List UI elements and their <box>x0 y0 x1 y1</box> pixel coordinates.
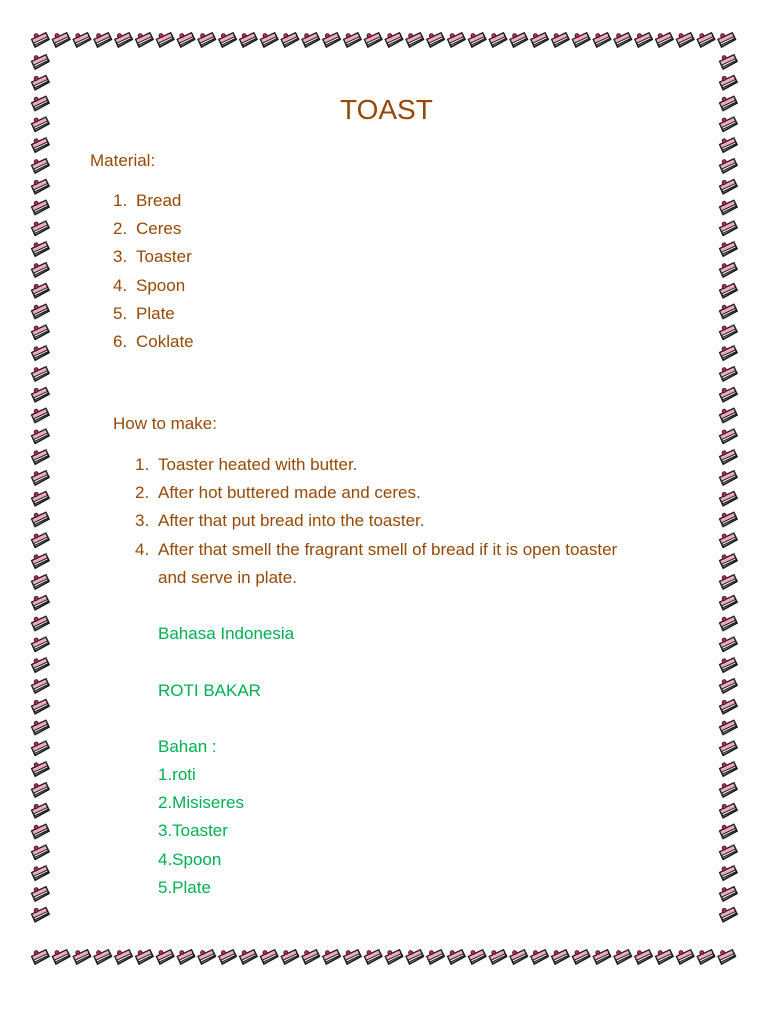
list-item <box>135 540 617 560</box>
border-left <box>31 54 50 923</box>
cake-slice-icon <box>31 199 50 215</box>
list-text: Ceres <box>136 219 182 238</box>
cake-slice-icon <box>719 262 738 278</box>
cake-slice-icon <box>719 906 738 922</box>
list-number: 4. <box>113 276 128 295</box>
list-item: 1.roti <box>158 765 196 784</box>
page-title: TOAST <box>340 94 433 125</box>
cake-slice-icon <box>717 949 736 965</box>
cake-slice-icon <box>260 32 279 48</box>
cake-slice-icon <box>719 74 738 90</box>
cake-slice-icon <box>426 949 445 965</box>
cake-slice-icon <box>31 657 50 673</box>
list-text: Toaster heated with butter. <box>158 455 358 474</box>
list-number: 4. <box>135 540 150 559</box>
cake-slice-icon <box>719 615 738 631</box>
cake-slice-icon <box>31 719 50 735</box>
cake-slice-icon <box>31 761 50 777</box>
cake-slice-icon <box>31 844 50 860</box>
cake-slice-icon <box>218 32 237 48</box>
list-text: Spoon <box>136 276 186 295</box>
list-number: 6. <box>113 332 128 351</box>
cake-slice-icon <box>530 32 549 48</box>
cake-slice-icon <box>31 886 50 902</box>
cake-slice-icon <box>719 116 738 132</box>
list-item <box>113 191 181 211</box>
cake-slice-icon <box>719 594 738 610</box>
cake-slice-icon <box>719 678 738 694</box>
cake-slice-icon <box>719 698 738 714</box>
cake-slice-icon <box>719 303 738 319</box>
list-number: 3. <box>135 511 150 530</box>
cake-slice-icon <box>177 32 196 48</box>
cake-slice-icon <box>260 949 279 965</box>
cake-slice-icon <box>719 199 738 215</box>
cake-slice-icon <box>509 949 528 965</box>
cake-slice-icon <box>697 32 716 48</box>
cake-slice-icon <box>31 95 50 111</box>
cake-slice-icon <box>405 949 424 965</box>
cake-slice-icon <box>719 241 738 257</box>
cake-slice-icon <box>343 949 362 965</box>
cake-slice-icon <box>31 802 50 818</box>
cake-slice-icon <box>197 32 216 48</box>
cake-slice-icon <box>719 220 738 236</box>
list-item: 3.Toaster <box>158 821 228 840</box>
cake-slice-icon <box>719 366 738 382</box>
cake-slice-icon <box>52 32 71 48</box>
cake-slice-icon <box>385 949 404 965</box>
border-bottom <box>31 949 736 965</box>
cake-slice-icon <box>719 282 738 298</box>
cake-slice-icon <box>73 32 92 48</box>
cake-slice-icon <box>343 32 362 48</box>
cake-slice-icon <box>31 32 50 48</box>
list-number: 1. <box>113 191 128 210</box>
cake-slice-icon <box>31 428 50 444</box>
list-number: 2. <box>135 483 150 502</box>
cake-slice-icon <box>31 553 50 569</box>
cake-slice-icon <box>31 407 50 423</box>
cake-slice-icon <box>719 511 738 527</box>
cake-slice-icon <box>218 949 237 965</box>
list-text: Bread <box>136 191 182 210</box>
cake-slice-icon <box>135 32 154 48</box>
material-heading: Material: <box>90 151 156 170</box>
cake-slice-icon <box>31 137 50 153</box>
cake-slice-icon <box>31 178 50 194</box>
border-right <box>719 54 738 923</box>
cake-slice-icon <box>719 178 738 194</box>
cake-slice-icon <box>31 574 50 590</box>
border-top <box>31 32 736 48</box>
list-item: 2.Misiseres <box>158 793 244 812</box>
cake-slice-icon <box>239 949 258 965</box>
indonesian-title: ROTI BAKAR <box>158 681 261 700</box>
cake-slice-icon <box>613 949 632 965</box>
list-text: Toaster <box>136 247 192 266</box>
cake-slice-icon <box>719 95 738 111</box>
cake-slice-icon <box>31 386 50 402</box>
cake-slice-icon <box>31 116 50 132</box>
cake-slice-icon <box>719 886 738 902</box>
cake-slice-icon <box>719 490 738 506</box>
list-item <box>135 483 421 503</box>
cake-slice-icon <box>551 32 570 48</box>
language-label: Bahasa Indonesia <box>158 624 295 643</box>
cake-slice-icon <box>719 54 738 70</box>
cake-slice-icon <box>719 386 738 402</box>
cake-slice-icon <box>719 782 738 798</box>
cake-slice-icon <box>31 906 50 922</box>
cake-slice-icon <box>530 949 549 965</box>
cake-slice-icon <box>468 949 487 965</box>
cake-slice-icon <box>717 32 736 48</box>
cake-slice-icon <box>31 303 50 319</box>
cake-slice-icon <box>572 949 591 965</box>
cake-slice-icon <box>468 32 487 48</box>
list-number: 1. <box>135 455 150 474</box>
cake-slice-icon <box>31 532 50 548</box>
cake-slice-icon <box>634 32 653 48</box>
bahan-heading: Bahan : <box>158 737 217 756</box>
cake-slice-icon <box>719 802 738 818</box>
cake-slice-icon <box>52 949 71 965</box>
cake-slice-icon <box>385 32 404 48</box>
cake-slice-icon <box>31 678 50 694</box>
cake-slice-icon <box>197 949 216 965</box>
cake-slice-icon <box>719 345 738 361</box>
cake-slice-icon <box>719 844 738 860</box>
cake-slice-icon <box>719 865 738 881</box>
cake-slice-icon <box>31 74 50 90</box>
list-item: 4.Spoon <box>158 850 222 869</box>
cake-slice-icon <box>719 719 738 735</box>
cake-slice-icon <box>719 574 738 590</box>
cake-slice-icon <box>31 241 50 257</box>
cake-slice-icon <box>489 949 508 965</box>
cake-slice-icon <box>719 407 738 423</box>
cake-slice-icon <box>719 553 738 569</box>
cake-slice-icon <box>593 949 612 965</box>
cake-slice-icon <box>719 428 738 444</box>
cake-slice-icon <box>93 32 112 48</box>
cake-slice-icon <box>676 32 695 48</box>
cake-slice-icon <box>697 949 716 965</box>
list-text: After that put bread into the toaster. <box>158 511 425 530</box>
cake-slice-icon <box>31 865 50 881</box>
cake-slice-icon <box>489 32 508 48</box>
cake-slice-icon <box>31 282 50 298</box>
cake-slice-icon <box>719 532 738 548</box>
cake-slice-icon <box>405 32 424 48</box>
cake-slice-icon <box>73 949 92 965</box>
cake-slice-icon <box>634 949 653 965</box>
cake-slice-icon <box>301 32 320 48</box>
cake-slice-icon <box>719 761 738 777</box>
cake-slice-icon <box>31 158 50 174</box>
cake-slice-icon <box>31 740 50 756</box>
cake-slice-icon <box>301 949 320 965</box>
list-item-continuation: and serve in plate. <box>158 568 297 587</box>
cake-slice-icon <box>719 158 738 174</box>
cake-slice-icon <box>655 32 674 48</box>
cake-slice-icon <box>281 949 300 965</box>
cake-slice-icon <box>447 32 466 48</box>
cake-slice-icon <box>31 782 50 798</box>
cake-slice-icon <box>719 449 738 465</box>
cake-slice-icon <box>31 366 50 382</box>
cake-slice-icon <box>31 636 50 652</box>
cake-slice-icon <box>719 137 738 153</box>
cake-slice-icon <box>447 949 466 965</box>
cake-slice-icon <box>31 345 50 361</box>
cake-slice-icon <box>719 823 738 839</box>
cake-slice-icon <box>156 32 175 48</box>
list-text: After hot buttered made and ceres. <box>158 483 421 502</box>
cake-slice-icon <box>114 949 133 965</box>
cake-slice-icon <box>613 32 632 48</box>
cake-slice-icon <box>551 949 570 965</box>
cake-slice-icon <box>31 449 50 465</box>
list-number: 5. <box>113 304 128 323</box>
list-text: Coklate <box>136 332 194 351</box>
cake-slice-icon <box>719 324 738 340</box>
list-item <box>113 219 181 239</box>
cake-slice-icon <box>719 740 738 756</box>
cake-slice-icon <box>719 636 738 652</box>
cake-slice-icon <box>31 262 50 278</box>
cake-slice-icon <box>364 949 383 965</box>
howto-heading: How to make: <box>113 414 217 433</box>
cake-slice-icon <box>31 54 50 70</box>
cake-slice-icon <box>426 32 445 48</box>
cake-slice-icon <box>281 32 300 48</box>
cake-slice-icon <box>31 470 50 486</box>
cake-slice-icon <box>322 32 341 48</box>
cake-slice-icon <box>364 32 383 48</box>
list-text: Plate <box>136 304 175 323</box>
list-item: 5.Plate <box>158 878 211 897</box>
list-number: 2. <box>113 219 128 238</box>
cake-slice-icon <box>31 220 50 236</box>
cake-slice-icon <box>239 32 258 48</box>
cake-slice-icon <box>31 594 50 610</box>
cake-slice-icon <box>676 949 695 965</box>
cake-slice-icon <box>93 949 112 965</box>
cake-slice-icon <box>114 32 133 48</box>
list-text: After that smell the fragrant smell of bread if it is open toaster <box>158 540 618 559</box>
cake-slice-icon <box>719 470 738 486</box>
cake-slice-icon <box>322 949 341 965</box>
cake-slice-icon <box>156 949 175 965</box>
cake-slice-icon <box>31 949 50 965</box>
list-item <box>135 511 425 531</box>
list-item <box>113 332 194 352</box>
cake-slice-icon <box>177 949 196 965</box>
cake-slice-icon <box>509 32 528 48</box>
list-number: 3. <box>113 247 128 266</box>
cake-slice-icon <box>135 949 154 965</box>
cake-slice-icon <box>655 949 674 965</box>
list-item <box>113 304 175 324</box>
cake-slice-icon <box>572 32 591 48</box>
cake-slice-icon <box>31 615 50 631</box>
cake-slice-icon <box>31 698 50 714</box>
cake-slice-icon <box>31 490 50 506</box>
list-item <box>113 276 185 296</box>
cake-slice-icon <box>31 511 50 527</box>
cake-slice-icon <box>31 324 50 340</box>
cake-slice-icon <box>31 823 50 839</box>
cake-slice-icon <box>719 657 738 673</box>
list-item <box>135 455 357 475</box>
list-item <box>113 247 192 267</box>
cake-slice-icon <box>593 32 612 48</box>
